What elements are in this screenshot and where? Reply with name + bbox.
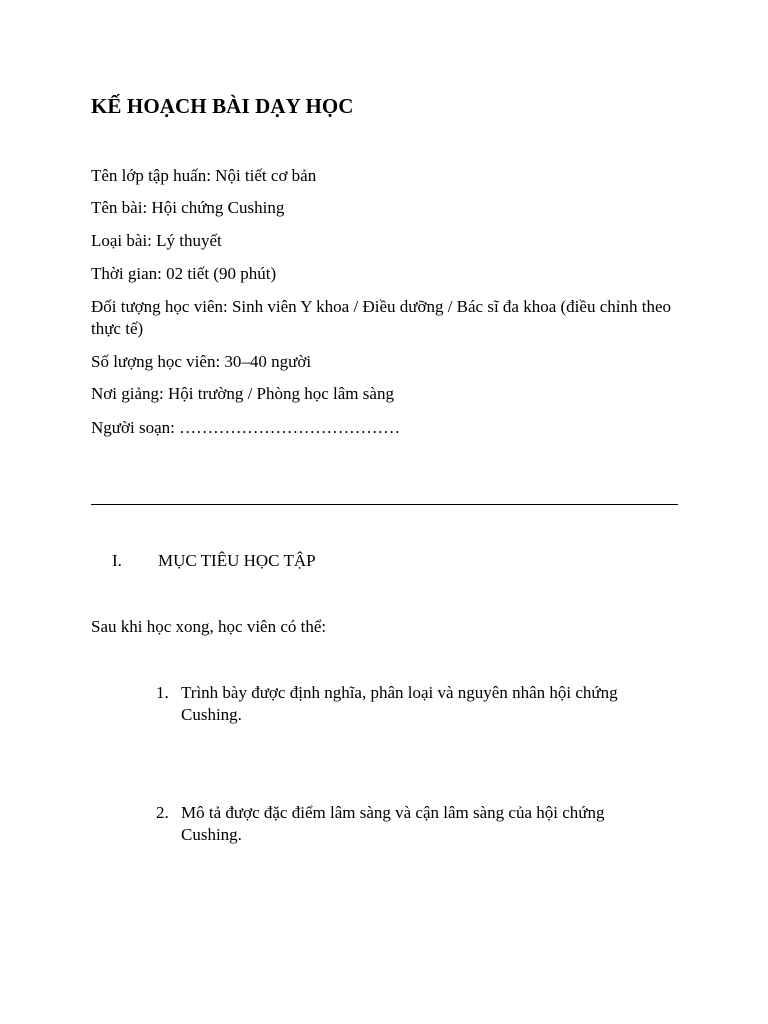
info-lesson-type: Loại bài: Lý thuyết <box>91 231 222 250</box>
info-class-size: Số lượng học viên: 30–40 người <box>91 352 312 371</box>
document-title: KẾ HOẠCH BÀI DẠY HỌC <box>91 94 354 118</box>
info-author: Người soạn: ………………………………… <box>91 418 401 437</box>
objective-text: Trình bày được định nghĩa, phân loại và nguyên nhân hội chứng Cushing. <box>181 683 618 724</box>
info-duration: Thời gian: 02 tiết (90 phút) <box>91 264 277 283</box>
horizontal-rule <box>91 504 678 505</box>
info-course-name: Tên lớp tập huấn: Nội tiết cơ bản <box>91 166 317 185</box>
section-intro: Sau khi học xong, học viên có thể: <box>91 617 327 636</box>
info-audience: Đối tượng học viên: Sinh viên Y khoa / Điều dưỡng / Bác sĩ đa khoa (điều chỉnh theo thực tế) <box>91 297 671 338</box>
info-lesson-name: Tên bài: Hội chứng Cushing <box>91 198 285 217</box>
info-location: Nơi giảng: Hội trường / Phòng học lâm sàng <box>91 384 394 403</box>
objective-number: 1. <box>156 683 169 702</box>
objective-number: 2. <box>156 803 169 822</box>
section-number: I. <box>112 551 122 570</box>
objective-text: Mô tả được đặc điểm lâm sàng và cận lâm sàng của hội chứng Cushing. <box>181 803 605 844</box>
section-title: MỤC TIÊU HỌC TẬP <box>158 551 316 570</box>
